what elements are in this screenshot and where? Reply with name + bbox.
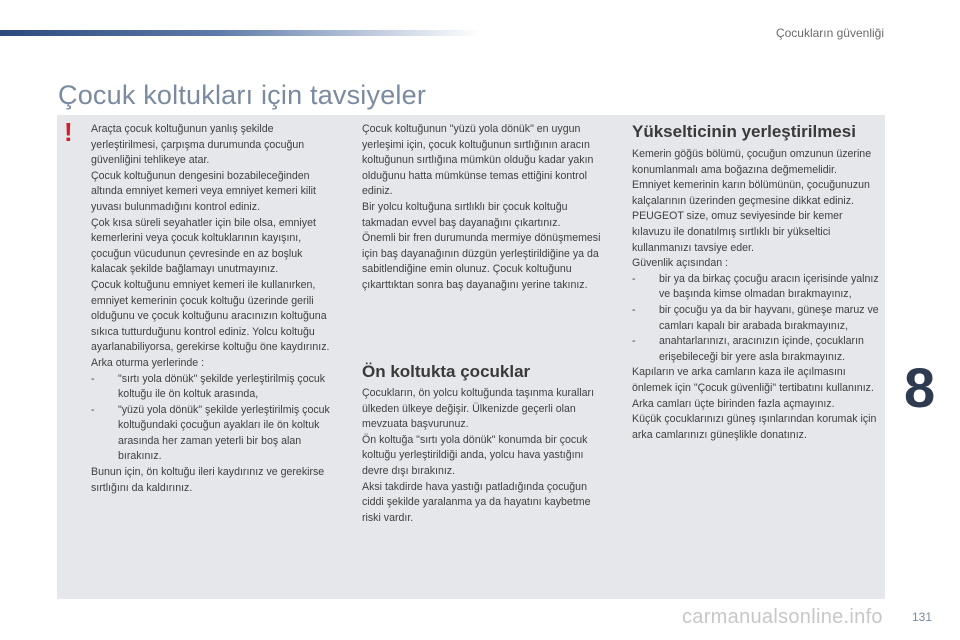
paragraph: Çocuk koltuğunu emniyet kemeri ile kullanırken, emniyet kemerinin çocuk koltuğu üzerinde gerili olduğunu ve çocuk koltuğunu aracınızın koltuğuna sıkıca tutturduğunu kontrol ediniz. Yolcu koltuğu ayarlanabiliyorsa, gerekirse koltuğu öne kaydırınız.: [91, 278, 330, 354]
paragraph: Çocukların, ön yolcu koltuğunda taşınma kuralları ülkeden ülkeye değişir. Ülkenizde geçerli olan mevzuata başvurunuz.: [362, 387, 595, 431]
column-child-seat-advice: [91, 122, 339, 496]
list-dash: -: [91, 372, 95, 385]
section-heading: Ön koltukta çocuklar: [362, 362, 531, 381]
paragraph: Bir yolcu koltuğuna sırtlıklı bir çocuk koltuğu takmadan evvel baş dayanağını çıkartınız.: [362, 200, 568, 229]
list-item: [632, 272, 882, 303]
list-dash: -: [632, 303, 636, 316]
safety-list: [632, 272, 882, 366]
rear-seat-list: [91, 372, 339, 466]
page-title: Çocuk koltukları için tavsiyeler: [58, 80, 427, 111]
section-booster-installation: [632, 122, 882, 443]
paragraph: Kemerin göğüs bölümü, çocuğun omzunun üzerine konumlanmalı ama boğazına değmemelidir.: [632, 148, 872, 176]
paragraph: Aksi takdirde hava yastığı patladığında çocuğun ciddi şekilde yaralanma ya da hayatını kaybetme riski vardır.: [362, 480, 591, 524]
paragraph: Önemli bir fren durumunda mermiye dönüşmemesi için baş dayanağının düzgün yerleştirildiğine ya da sabitlendiğine emin olunuz. Çocuk koltuğunu çıkarttıktan sonra baş dayanağını yerine takınız.: [362, 232, 601, 291]
watermark: carmanualsonline.info: [682, 606, 883, 628]
list-item: [632, 334, 882, 365]
paragraph: Güvenlik açısından :: [632, 257, 728, 270]
paragraph: Araçta çocuk koltuğunun yanlış şekilde yerleştirilmesi, çarpışma durumunda çocuğun güvenliğini tehlikeye atar.: [91, 123, 305, 167]
chapter-number: 8: [904, 356, 936, 419]
paragraph: Emniyet kemerinin karın bölümünün, çocuğunuzun kalçalarının üzerinden geçmesine dikkat ediniz.: [632, 179, 870, 207]
list-dash: -: [632, 272, 636, 285]
paragraph: Arka camları üçte birinden fazla açmayınız.: [632, 397, 835, 410]
section-heading: Yükselticinin yerleştirilmesi: [632, 122, 856, 141]
paragraph: Ön koltuğa "sırtı yola dönük" konumda bir çocuk koltuğu yerleştirildiği anda, yolcu hava yastığını devre dışı bırakınız.: [362, 433, 588, 477]
paragraph: Bunun için, ön koltuğu ileri kaydırınız ve gerekirse sırtlığını da kaldırınız.: [91, 466, 325, 494]
warning-exclamation-icon: !: [64, 117, 73, 147]
section-front-seat-children: [362, 362, 610, 526]
paragraph: Küçük çocuklarınızı güneş ışınlarından korumak için arka camlarınızı güneşlikle donatınız.: [632, 413, 877, 441]
paragraph: PEUGEOT size, omuz seviyesinde bir kemer kılavuzu ile donatılmış sırtlıklı bir yükseltici kullanmanızı tavsiye eder.: [632, 210, 843, 254]
header-accent-bar: [0, 30, 480, 36]
list-item: [91, 372, 339, 403]
list-dash: -: [632, 335, 636, 348]
column-head-restraint: [362, 122, 610, 294]
list-item-text: "sırtı yola dönük" şekilde yerleştirilmiş çocuk koltuğu ile ön koltuk arasında,: [118, 372, 326, 401]
list-item-text: "yüzü yola dönük" şekilde yerleştirilmiş çocuk koltuğundaki çocuğun ayakları ile ön koltuk arasında her zaman yeterli bir boş alan bırakınız.: [118, 403, 330, 463]
paragraph: Çocuk koltuğunun "yüzü yola dönük" en uygun yerleşimi için, çocuk koltuğunun sırtlığının aracın koltuğunun sırtlığına mümkün olduğu kadar yakın olduğunu hatta mümkünse temas ettiğini kontrol ediniz.: [362, 123, 594, 198]
paragraph: Arka oturma yerlerinde :: [91, 356, 205, 369]
list-item: [632, 303, 882, 334]
paragraph: Çok kısa süreli seyahatler için bile olsa, emniyet kemerlerini veya çocuk koltuklarının kayışını, çocuğun vücudunun çevresinde en az boşluk kalacak şekilde bağlamayı unutmayınız.: [91, 216, 316, 276]
paragraph: Çocuk koltuğunun dengesini bozabileceğinden altında emniyet kemeri veya emniyet kemeri kilit yuvası bulunmadığını kontrol ediniz.: [91, 169, 316, 213]
list-dash: -: [91, 403, 95, 416]
list-item-text: bir ya da birkaç çocuğu aracın içerisinde yalnız ve başında kimse olmadan bırakmayınız,: [659, 272, 879, 301]
page-number: 131: [911, 610, 932, 624]
list-item: [91, 403, 339, 465]
list-item-text: anahtarlarınızı, aracınızın içinde, çocukların erişebileceği bir yere asla bırakmayınız.: [659, 335, 864, 363]
section-header-title: Çocukların güvenliği: [775, 26, 884, 40]
paragraph: Kapıların ve arka camların kaza ile açılmasını önlemek için "Çocuk güvenliği" tertibatını kullanınız.: [632, 366, 874, 394]
list-item-text: bir çocuğu ya da bir hayvanı, güneşe maruz ve camları kapalı bir arabada bırakmayınız,: [659, 303, 879, 332]
